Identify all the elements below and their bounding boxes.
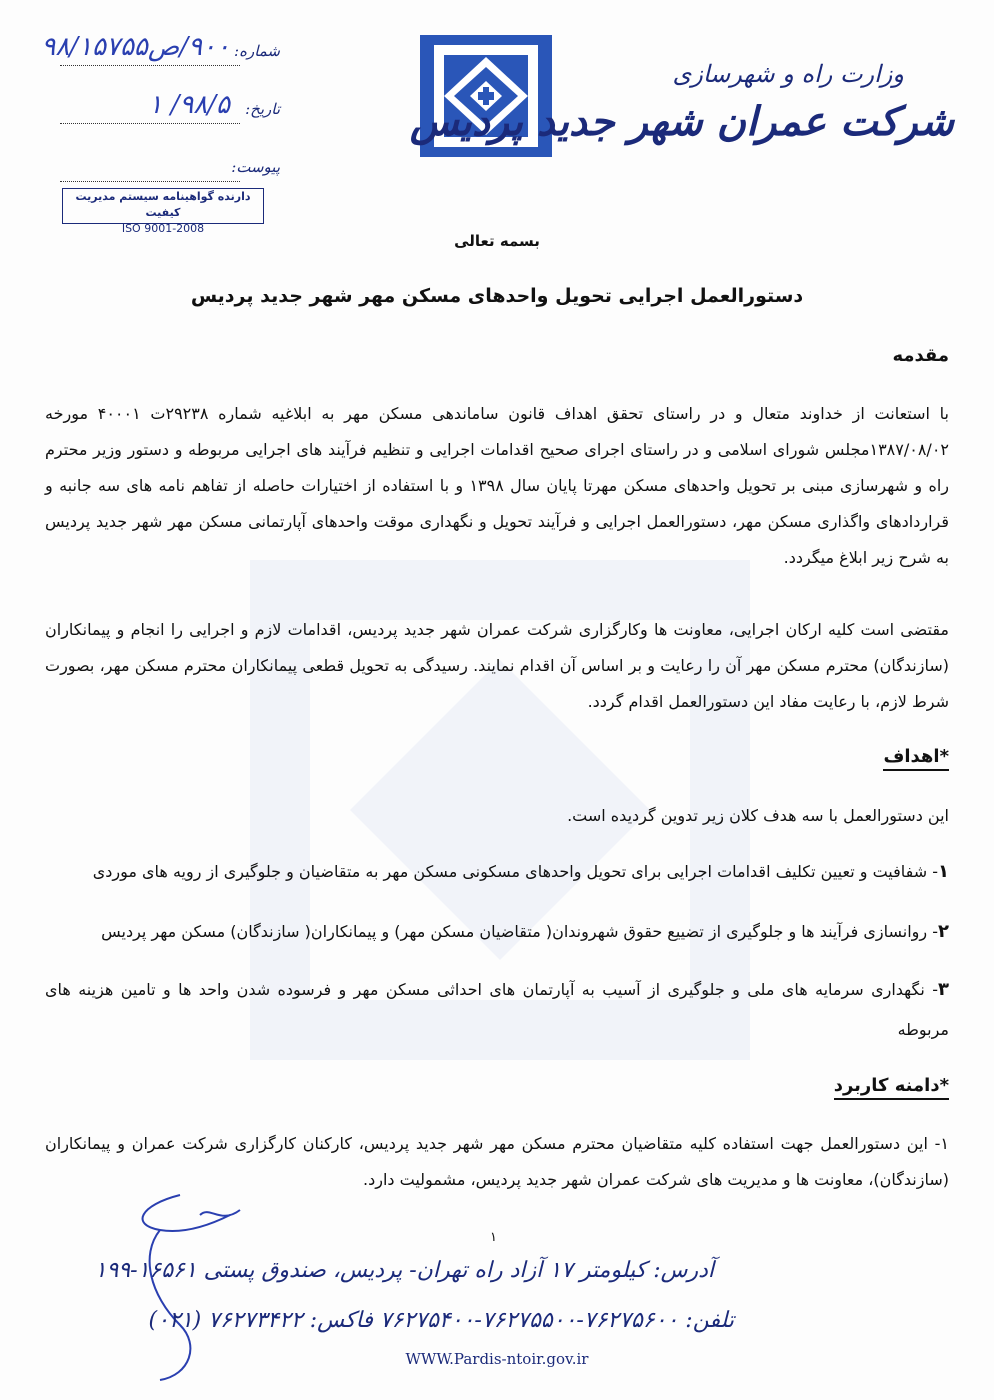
number-line <box>60 65 240 66</box>
date-row <box>0 88 290 146</box>
letter-metadata <box>0 30 290 204</box>
footer-website: WWW.Pardis-ntoir.gov.ir <box>405 1350 589 1368</box>
ministry-name: وزارت راه و شهرسازی <box>672 60 904 88</box>
date-line <box>60 123 240 124</box>
goal-item <box>45 852 949 892</box>
iso-line1: دارنده گواهینامه سیستم مدیریت کیفیت <box>75 190 251 219</box>
goal-item <box>45 912 949 952</box>
iso-badge <box>62 188 264 235</box>
footer-phone: تلفن: ۷۶۲۷۵۶۰۰-۷۶۲۷۵۵۰۰-۷۶۲۷۵۴۰۰ فاکس: ۷۶۲۷۳۴۲۲ (۰۲۱) <box>148 1308 734 1333</box>
page-number: ۱ <box>490 1230 497 1245</box>
date-value: ۹۸/۵/ ۱ <box>148 90 230 120</box>
basmala: بسمه تعالی <box>454 232 540 250</box>
goal-number: ۱ <box>938 861 949 882</box>
attachment-label: پیوست: <box>231 158 280 176</box>
company-name: شرکت عمران شهر جدید پردیس <box>409 98 954 145</box>
intro-paragraph-1: با استعانت از خداوند متعال و در راستای تحقق اهداف قانون ساماندهی مسکن مهر به ابلاغیه شماره ۲۹۲۳۸ت ۴۰۰۰۱ مورخه ۱۳۸۷/۰۸/۰۲مجلس شورای اسلامی و در راستای اجرای صحیح اقدامات اجرایی و تنظیم فرآیند های اجرایی مربوطه و دستور وزیر محترم راه و شهرسازی مبنی بر تحویل واحدهای مسکن مهرتا پایان سال ۱۳۹۸ و با استفاده از اختیارات حاصله از تفاهم نامه های سه جانبه و قراردادهای واگذاری مسکن مهر، دستورالعمل اجرایی و فرآیند تحویل و نگهداری موقت واحدهای آپارتمانی مسکن مهر شهر جدید پردیس به شرح زیر ابلاغ میگردد. <box>45 404 950 567</box>
goal-number: ۲ <box>938 921 949 942</box>
number-row <box>0 30 290 88</box>
goals-heading: *اهداف <box>883 746 949 771</box>
footer-address: آدرس: کیلومتر ۱۷ آزاد راه تهران- پردیس، صندوق پستی ۱۶۵۶۱-۱۹۹ <box>94 1258 714 1283</box>
goal-text: - شفافیت و تعیین تکلیف اقدامات اجرایی برای تحویل واحدهای مسکونی مسکن مهر به متقاضیان و جلوگیری از رویه های موردی <box>92 862 938 881</box>
date-label: تاریخ: <box>245 100 280 118</box>
iso-line2: ISO 9001-2008 <box>121 222 205 235</box>
intro-heading: مقدمه <box>892 345 949 366</box>
intro-paragraph-2: مقتضی است کلیه ارکان اجرایی، معاونت ها وکارگزاری شرکت عمران شهر جدید پردیس، اقدامات لازم و اجرایی را انجام و پیمانکاران (سازندگان) محترم مسکن مهر آن را رعایت و بر اساس آن اقدام نمایند. رسیدگی به تحویل قطعی پیمانکاران محترم مسکن مهر، بصورت شرط لازم، با رعایت مفاد این دستورالعمل اقدام گردد. <box>45 620 949 711</box>
goals-intro: این دستورالعمل با سه هدف کلان زیر تدوین گردیده است. <box>567 806 949 825</box>
number-value: ۹۰۰/ص۹۸/۱۵۷۵۵ <box>41 32 230 62</box>
goal-item <box>45 970 949 1050</box>
attachment-line <box>60 181 240 182</box>
number-label: شماره: <box>234 42 280 60</box>
scope-heading: *دامنه کاربرد <box>834 1075 949 1100</box>
goal-text: - نگهداری سرمایه های ملی و جلوگیری از آسیب به آپارتمان های احداثی مسکن مهر و فرسوده شدن واحد ها و تامین هزینه های مربوطه <box>45 980 949 1039</box>
goal-number: ۳ <box>938 979 949 1000</box>
scope-paragraph-1: ۱- این دستورالعمل جهت استفاده کلیه متقاضیان محترم مسکن مهر شهر جدید پردیس، کارکنان کارگزاری شرکت عمران و پیمانکاران (سازندگان)، معاونت ها و مدیریت های شرکت عمران شهر جدید پردیس، مشمولیت دارد. <box>45 1134 949 1189</box>
goal-text: - روانسازی فرآیند ها و جلوگیری از تضییع حقوق شهروندان( متقاضیان مسکن مهر) و پیمانکاران( سازندگان) مسکن مهر پردیس <box>101 922 938 941</box>
document-title: دستورالعمل اجرایی تحویل واحدهای مسکن مهر شهر جدید پردیس <box>190 285 804 307</box>
